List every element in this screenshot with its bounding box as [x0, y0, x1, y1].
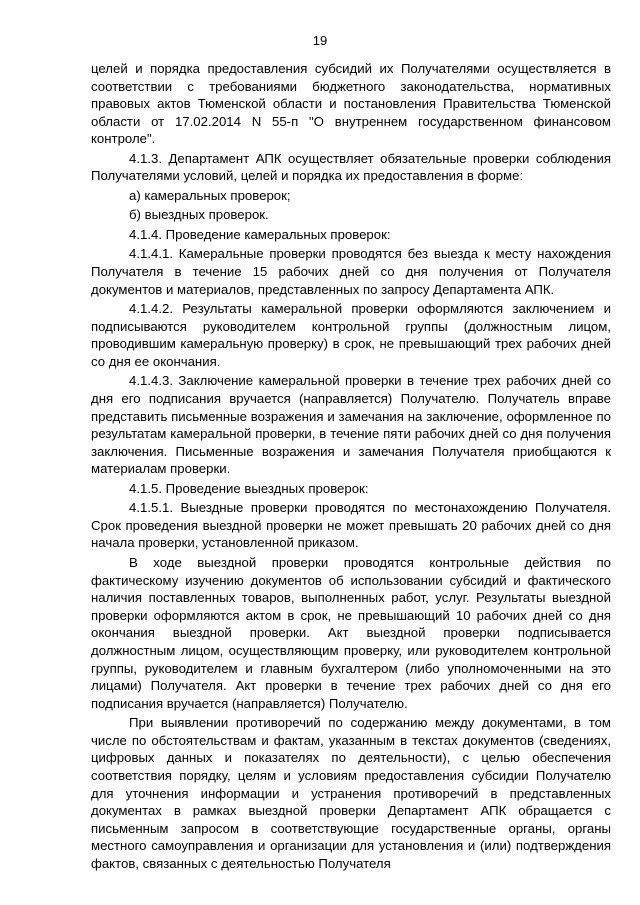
paragraph-4-1-4-1: 4.1.4.1. Камеральные проверки проводятся без выезда к месту нахождения Получателя в течение 15 рабочих дней со дня получения от Получателя документов и материалов, представленных по запросу Департамента АПК.: [91, 246, 611, 297]
paragraph-4-1-4-3: 4.1.4.3. Заключение камеральной проверки в течение трех рабочих дней со дня его подписания вручается (направляется) Получателю. Получатель вправе представить письменные возражения и замечания на заключение, оформленное по результатам камеральной проверки, в течение пяти рабочих дней со дня получения заключения. Письменные возражения и замечания Получателя приобщаются к материалам проверки.: [91, 373, 611, 477]
paragraph-4-1-4-2: 4.1.4.2. Результаты камеральной проверки оформляются заключением и подписываются руководителем контрольной группы (должностным лицом, проводившим камеральную проверку) в срок, не превышающий трех рабочих дней со дня ее окончания.: [91, 301, 611, 369]
list-item-a: а) камеральных проверок;: [129, 187, 291, 203]
paragraph-4-1-5-1: 4.1.5.1. Выездные проверки проводятся по местонахождению Получателя. Срок проведения выездной проверки не может превышать 20 рабочих дней со дня начала проверки, установленной приказом.: [91, 500, 611, 551]
paragraph-4-1-3: 4.1.3. Департамент АПК осуществляет обязательные проверки соблюдения Получателями условий, целей и порядка их предоставления в форме:: [91, 150, 611, 184]
list-item-b: б) выездных проверок.: [129, 207, 269, 223]
paragraph-contradictions: При выявлении противоречий по содержанию между документами, в том числе по обстоятельствам и фактам, указанным в текстах документов (сведениях, цифровых данных и показателях по деятельности), с целью обеспечения соответствия порядку, целям и условиям предоставления субсидии Получателю для уточнения информации и устранения противоречий в представленных документах в рамках выездной проверки Департамент АПК обращается с письменным запросом в соответствующие государственные органы, органы местного самоуправления и организации для установления и (или) подтверждения фактов, связанных с деятельностью Получателя: [91, 715, 611, 871]
paragraph-4-1-5: 4.1.5. Проведение выездных проверок:: [129, 480, 369, 496]
paragraph-4-1-4: 4.1.4. Проведение камеральных проверок:: [129, 226, 391, 242]
document-body: [91, 60, 611, 874]
page-number: 19: [312, 33, 328, 48]
paragraph-continuation: целей и порядка предоставления субсидий их Получателями осуществляется в соответствии с требованиями бюджетного законодательства, нормативных правовых актов Тюменской области и постановления Правительства Тюменской области от 17.02.2014 N 55-п "О внутреннем государственном финансовом контроле".: [91, 61, 611, 147]
paragraph-onsite-inspection: В ходе выездной проверки проводятся контрольные действия по фактическому изучению документов об использовании субсидий и фактического наличия поставленных товаров, выполненных работ, услуг. Результаты выездной проверки оформляются актом в срок, не превышающий 10 рабочих дней со дня окончания выездной проверки. Акт выездной проверки подписывается должностным лицом, осуществляющим проверку, или руководителем контрольной группы, руководителем и главным бухгалтером (либо уполномоченными на это лицами) Получателя. Акт проверки в течение трех рабочих дней со дня его подписания вручается (направляется) Получателю.: [91, 554, 611, 711]
